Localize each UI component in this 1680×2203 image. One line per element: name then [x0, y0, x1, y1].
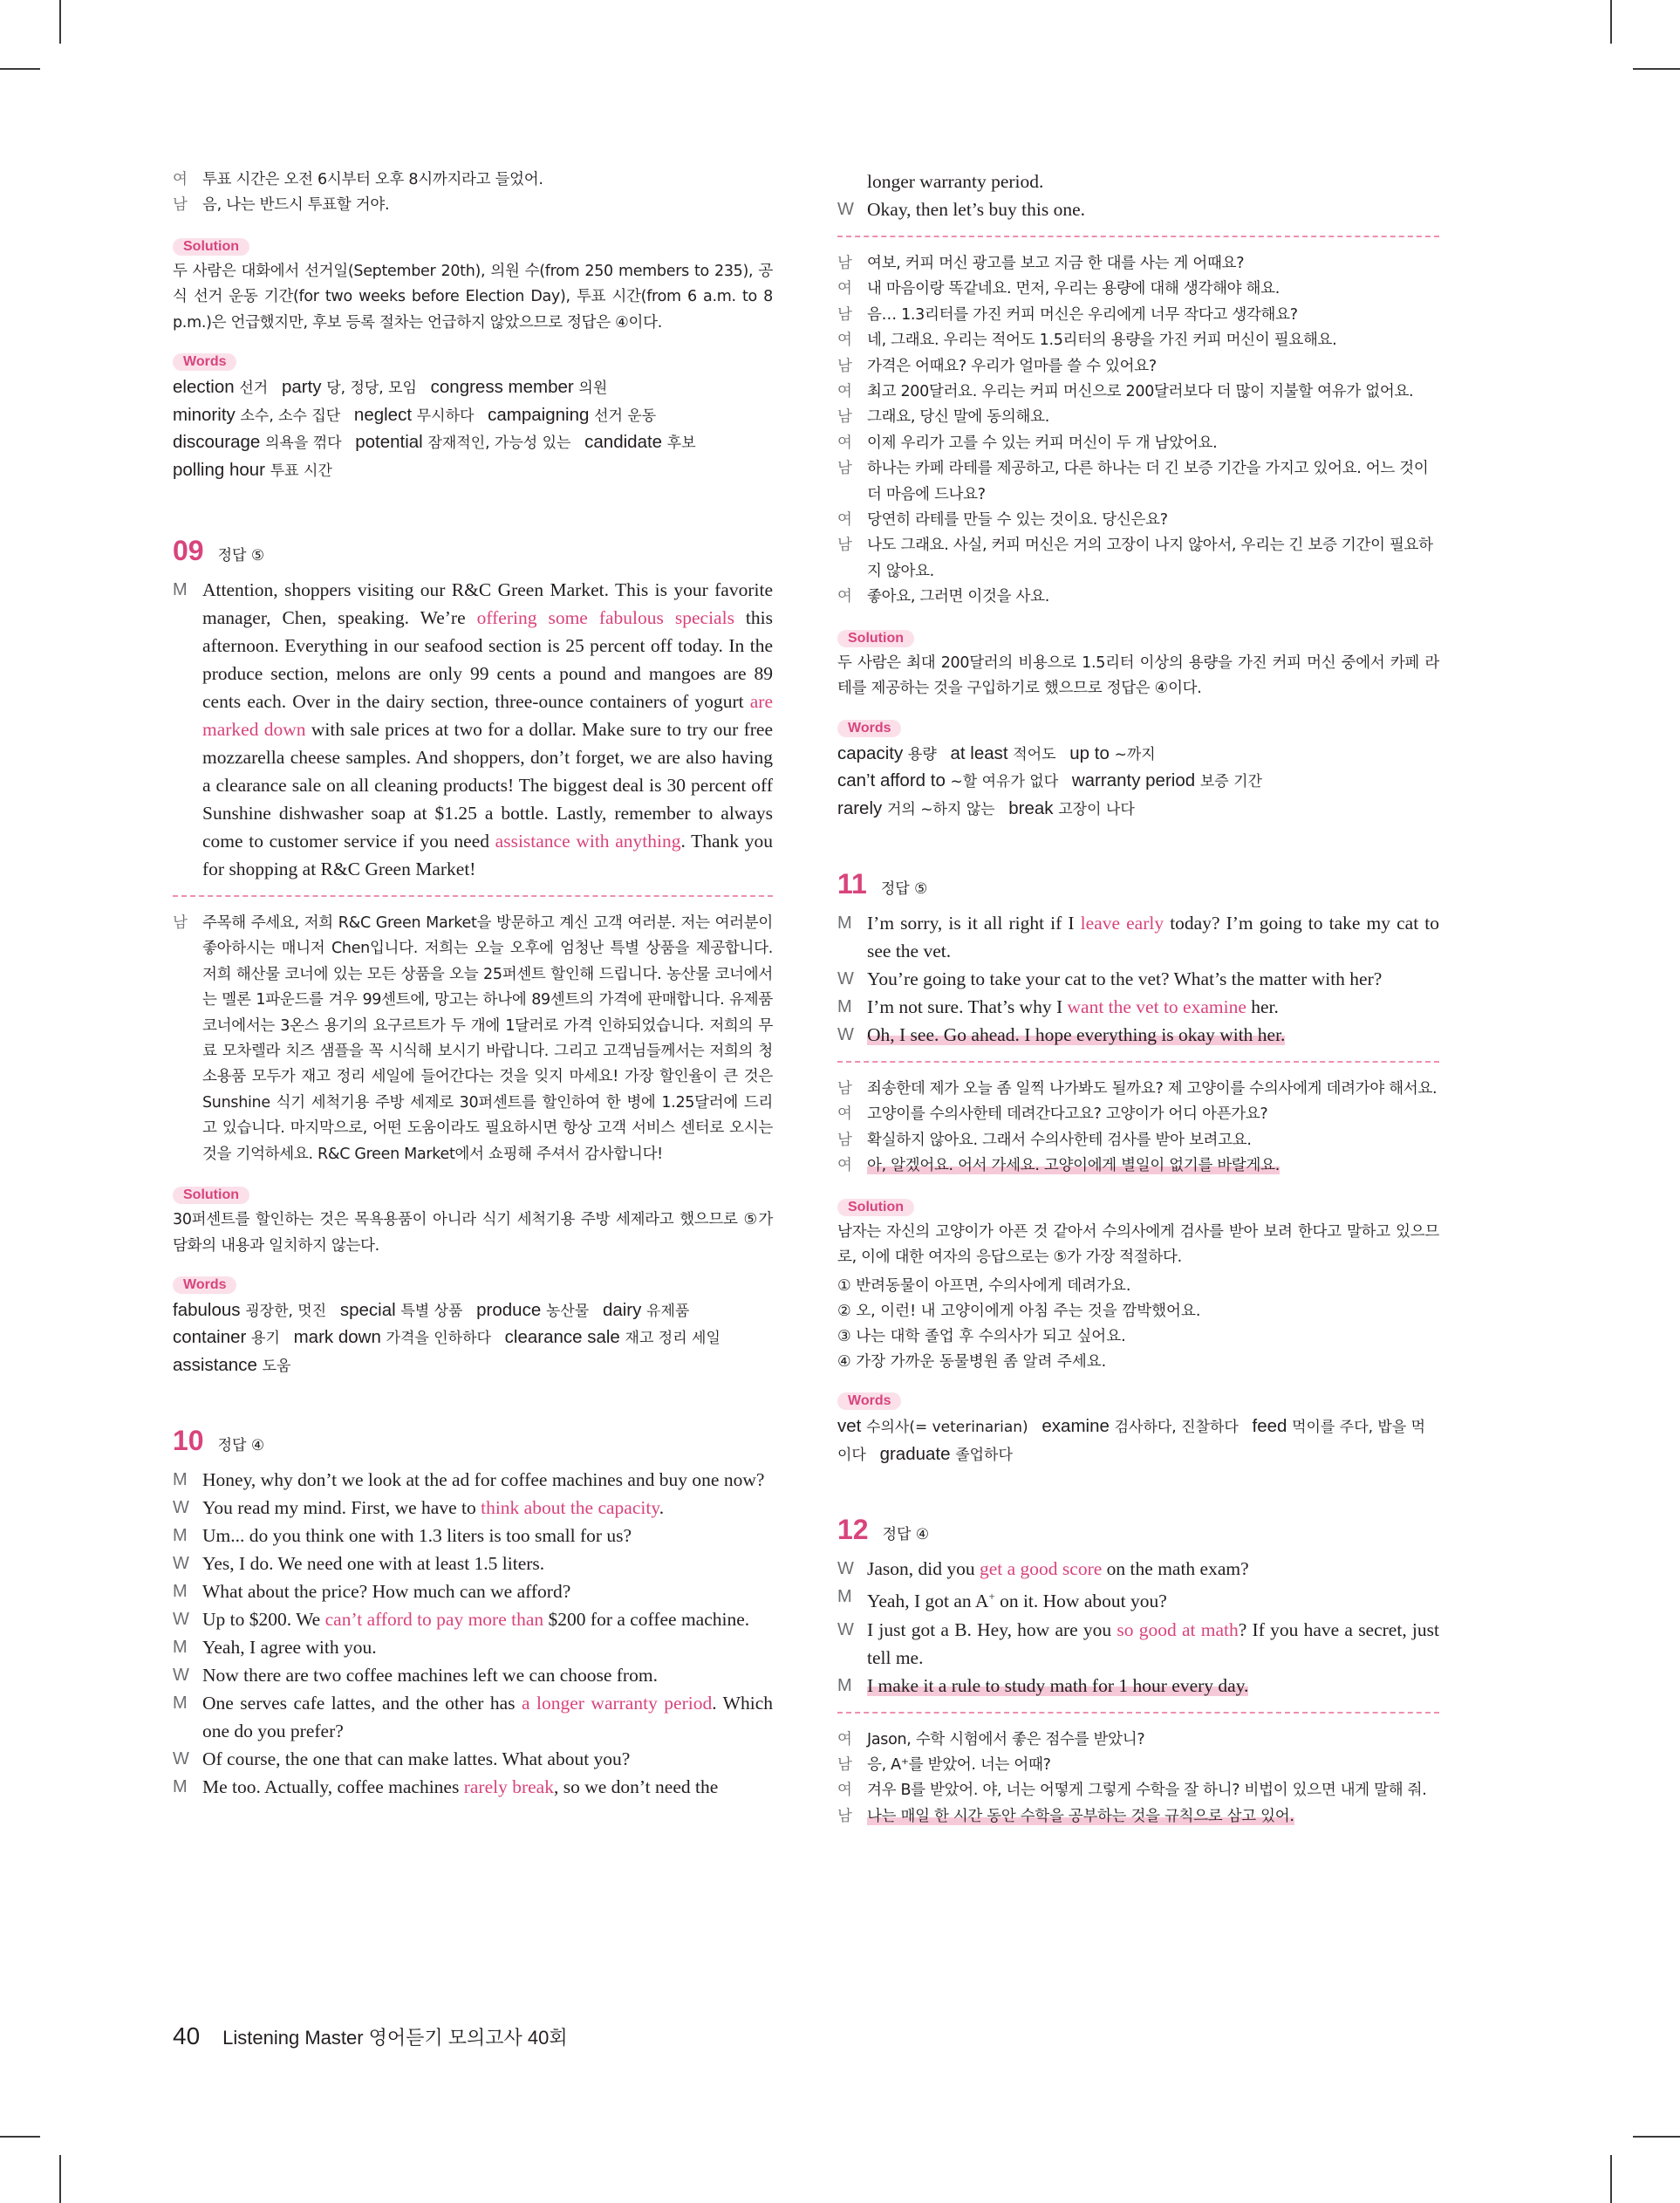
- divider: [837, 1061, 1439, 1063]
- script-line: [173, 1745, 773, 1773]
- speaker-label: W: [837, 200, 854, 219]
- script-text: Um... do you think one with 1.3 liters is too small for us?: [202, 1525, 632, 1547]
- line-text: 죄송한데 제가 오늘 좀 일찍 나가봐도 될까요? 제 고양이를 수의사에게 데려가야 해서요.: [867, 1080, 1438, 1098]
- speaker-label: 남: [837, 1807, 852, 1825]
- script-text: .: [659, 1497, 665, 1519]
- word-term: container: [173, 1327, 247, 1348]
- script-highlight: think about the capacity: [481, 1497, 659, 1519]
- script-text: I make it a rule to study math for 1 hour every day.: [867, 1674, 1249, 1696]
- script-text: Yes, I do. We need one with at least 1.5 liters.: [202, 1553, 545, 1575]
- speaker-label: 여: [837, 1157, 852, 1175]
- translation-line: [837, 354, 1439, 380]
- left-column: [173, 168, 773, 1801]
- translation-line: [837, 328, 1439, 353]
- speaker-label: 남: [837, 357, 852, 375]
- word-term: fabulous: [173, 1299, 241, 1320]
- speaker-label: 남: [837, 1756, 852, 1774]
- crop-mark: [59, 0, 61, 44]
- script-line: [837, 168, 1439, 195]
- speaker-label: W: [173, 1610, 189, 1630]
- option-item: ① 반려동물이 아프면, 수의사에게 데려가요.: [837, 1277, 1131, 1296]
- word-meaning: 용량: [907, 745, 937, 763]
- line-text: 내 마음이랑 똑같네요. 먼저, 우리는 용량에 대해 생각해야 해요.: [867, 280, 1280, 298]
- speaker-label: 남: [173, 196, 188, 215]
- word-meaning: 도움: [262, 1357, 291, 1375]
- speaker-label: 남: [837, 1131, 852, 1149]
- script-highlight: offering some fabulous specials: [476, 607, 734, 629]
- word-meaning: 무시하다: [416, 407, 475, 425]
- word-term: at least: [950, 742, 1008, 763]
- word-meaning: 거의 ~하지 않는: [886, 800, 995, 818]
- word-meaning: 고장이 나다: [1058, 800, 1135, 818]
- q12-script: [837, 1555, 1439, 1699]
- script-text: You’re going to take your cat to the vet? What’s the matter with her?: [867, 968, 1383, 989]
- word-term: can’t afford to: [837, 770, 946, 790]
- word-term: discourage: [173, 432, 261, 453]
- speaker-label: 남: [837, 460, 852, 478]
- right-column: [837, 168, 1439, 1830]
- answer-label: 정답 ⑤: [880, 880, 928, 898]
- script-highlight: leave early: [1080, 913, 1164, 934]
- word-term: rarely: [837, 797, 883, 818]
- script-line: [173, 1661, 773, 1689]
- q09-script: [173, 576, 773, 883]
- script-text: One serves cafe lattes, and the other has: [202, 1693, 522, 1714]
- question-header: [837, 868, 1439, 900]
- speaker-label: M: [837, 997, 852, 1016]
- translation-line: [837, 456, 1439, 508]
- solution-tag: Solution: [173, 238, 249, 256]
- words-tag: Words: [173, 1276, 236, 1294]
- script-line: [837, 195, 1439, 223]
- word-meaning: 용기: [251, 1330, 280, 1348]
- speaker-label: M: [837, 1587, 852, 1607]
- solution-tag: Solution: [837, 1199, 914, 1216]
- script-line: [837, 909, 1439, 965]
- word-term: polling hour: [173, 459, 265, 480]
- word-meaning: 유제품: [646, 1302, 690, 1320]
- divider: [837, 236, 1439, 237]
- script-highlight: a longer warranty period: [522, 1693, 713, 1714]
- script-text: Up to $200. We: [202, 1609, 325, 1631]
- script-line: [837, 1583, 1439, 1615]
- crop-mark: [0, 2136, 40, 2138]
- line-text: 네, 그래요. 우리는 적어도 1.5리터의 용량을 가진 커피 머신이 필요해요.: [867, 332, 1337, 350]
- line-text: 나도 그래요. 사실, 커피 머신은 거의 고장이 나지 않아서, 우리는 긴 보증 기간이 필요하지 않아요.: [867, 537, 1433, 580]
- script-text: Of course, the one that can make lattes. What about you?: [202, 1748, 631, 1770]
- script-line: [173, 1466, 773, 1494]
- word-term: potential: [355, 432, 423, 453]
- script-highlight: rarely break: [463, 1776, 554, 1798]
- translation-line: [173, 911, 773, 1167]
- word-meaning: 적어도: [1013, 745, 1056, 763]
- translation-line: [837, 251, 1439, 277]
- line-text: 가격은 어때요? 우리가 얼마를 쓸 수 있어요?: [867, 357, 1157, 375]
- translation-line: [837, 1804, 1439, 1830]
- question-header: [837, 1514, 1439, 1546]
- speaker-label: M: [837, 913, 852, 933]
- line-text: 응, A⁺를 받았어. 너는 어때?: [867, 1756, 1051, 1774]
- script-highlight: can’t afford to pay more than: [324, 1609, 544, 1631]
- word-term: congress member: [430, 377, 574, 398]
- word-term: mark down: [293, 1327, 381, 1348]
- speaker-label: M: [173, 1470, 188, 1490]
- word-meaning: 졸업하다: [955, 1446, 1013, 1464]
- script-line: [173, 1689, 773, 1745]
- line-text: 음… 1.3리터를 가진 커피 머신은 우리에게 너무 작다고 생각해요?: [867, 305, 1298, 324]
- script-line: [837, 1616, 1439, 1672]
- translation-line: [837, 533, 1439, 585]
- script-text: on the math exam?: [1102, 1558, 1249, 1580]
- script-text: Yeah, I agree with you.: [202, 1637, 377, 1659]
- word-term: candidate: [584, 432, 663, 453]
- crop-mark: [59, 2155, 61, 2203]
- option-item: ② 오, 이런! 내 고양이에게 아침 주는 것을 깜박했어요.: [837, 1303, 1201, 1321]
- translation-line: [837, 1153, 1439, 1179]
- translation-line: [837, 1077, 1439, 1102]
- speaker-label: 남: [837, 408, 852, 427]
- script-text: I’m sorry, is it all right if I: [867, 913, 1081, 934]
- word-meaning: 선거: [239, 380, 269, 398]
- word-meaning: 농산물: [545, 1302, 590, 1320]
- line-text: 겨우 B를 받았어. 야, 너는 어떻게 그렇게 수학을 잘 하니? 비법이 있으면 내게 말해 줘.: [867, 1782, 1427, 1800]
- script-text: Okay, then let’s buy this one.: [867, 199, 1086, 220]
- q08-words: [173, 374, 773, 484]
- script-highlight: want the vet to examine: [1067, 996, 1246, 1017]
- script-line: [837, 1555, 1439, 1583]
- script-line: [173, 1522, 773, 1550]
- word-term: produce: [476, 1299, 542, 1320]
- speaker-label: 여: [837, 383, 852, 401]
- script-text: Now there are two coffee machines left we can choose from.: [202, 1665, 658, 1686]
- speaker-label: 남: [837, 537, 852, 555]
- line-text: 투표 시간은 오전 6시부터 오후 8시까지라고 들었어.: [202, 171, 543, 188]
- speaker-label: 여: [837, 1730, 852, 1748]
- q09-translation: [173, 911, 773, 1167]
- line-text: 아, 알겠어요. 어서 가세요. 고양이에게 별일이 없기를 바랄게요.: [867, 1157, 1280, 1175]
- option-item: ④ 가장 가까운 동물병원 좀 알려 주세요.: [837, 1353, 1107, 1372]
- q11-translation: [837, 1077, 1439, 1180]
- question-number: 12: [837, 1514, 869, 1546]
- page-number: 40: [173, 2022, 201, 2049]
- translation-line: [837, 1728, 1439, 1753]
- divider: [837, 1712, 1439, 1714]
- words-tag: Words: [837, 720, 901, 737]
- word-meaning: 가격을 인하하다: [386, 1330, 491, 1348]
- speaker-label: 여: [837, 1782, 852, 1800]
- q08-solution-text: 두 사람은 대화에서 선거일(September 20th), 의원 수(from 250 members to 235), 공식 선거 운동 기간(for two weeks before Election Day), 투표 시간(from 6 a.m. to 8 p.m.)은 언급했지만, 후보 등록 절차는 언급하지 않았으므로 정답은 ④이다.: [173, 262, 773, 332]
- q10-script-continued: [837, 168, 1439, 223]
- speaker-label: 남: [837, 1080, 852, 1098]
- translation-line: [837, 1753, 1439, 1778]
- line-text: 주목해 주세요, 저희 R&C Green Market을 방문하고 계신 고객 여러분. 저는 여러분이 좋아하시는 매니저 Chen입니다. 저희는 오늘 오후에 엄청난 특별 상품을 제공합니다. 저희 해산물 코너에 있는 모든 상품을 오늘 25퍼센트 할인해 드립니다. 농산물 코너에서는 멜론 1파운드를 겨우 99센트에, 망고는 하나에 89센트의 가격에 판매합니다. 유제품 코너에서는 3온스 용기의 요구르트가 두 개에 1달러로 가격 인하되었습니다. 저희의 무료 모차렐라 치즈 샘플을 꼭 시식해 보시기 바랍니다. 그리고 고객님들께서는 저희의 청소용품 모두가 재고 정리 세일에 들어간다는 것을 잊지 마세요! 가장 할인율이 큰 것은 Sunshine 식기 세척기용 주방 세제로 30퍼센트를 할인하여 한 병에 1.25달러에 드리고 있습니다. 마지막으로, 어떤 도움이라도 필요하시면 항상 고객 서비스 센터로 오시는 것을 기억하세요. R&C Green Market에서 쇼핑해 주셔서 감사합니다!: [202, 914, 773, 1163]
- translation-line: [837, 1778, 1439, 1803]
- script-text: I’m not sure. That’s why I: [867, 996, 1068, 1017]
- script-highlight: are marked down: [202, 691, 773, 741]
- script-highlight: so good at math: [1117, 1618, 1239, 1640]
- speaker-label: W: [173, 1554, 189, 1574]
- script-text: $200 for a coffee machine.: [543, 1609, 750, 1631]
- translation-line: [837, 1128, 1439, 1153]
- speaker-label: W: [173, 1498, 189, 1518]
- q11-script: [837, 909, 1439, 1049]
- question-number: 09: [173, 535, 204, 567]
- translation-line: [837, 380, 1439, 405]
- line-text: Jason, 수학 시험에서 좋은 점수를 받았니?: [867, 1730, 1145, 1748]
- word-term: special: [339, 1299, 396, 1320]
- line-text: 최고 200달러요. 우리는 커피 머신으로 200달러보다 더 많이 지불할 여유가 없어요.: [867, 383, 1414, 401]
- speaker-label: 여: [837, 280, 852, 298]
- speaker-label: M: [173, 580, 188, 600]
- script-line: [173, 1494, 773, 1522]
- q11-words: [837, 1413, 1439, 1468]
- speaker-label: 여: [837, 434, 852, 452]
- word-term: dairy: [602, 1299, 642, 1320]
- word-meaning: 굉장한, 멋진: [245, 1302, 327, 1320]
- question-number: 10: [173, 1425, 204, 1457]
- word-term: break: [1008, 797, 1054, 818]
- word-meaning: 의원: [578, 380, 608, 398]
- divider: [173, 895, 773, 897]
- speaker-label: 여: [837, 588, 852, 606]
- q11-solution-text: 남자는 자신의 고양이가 아픈 것 같아서 수의사에게 검사를 받아 보려 한다고 말하고 있으므로, 이에 대한 여자의 응답으로는 ⑤가 가장 적절하다.: [837, 1222, 1439, 1267]
- words-tag: Words: [173, 353, 236, 371]
- answer-label: 정답 ④: [882, 1526, 930, 1544]
- words-tag: Words: [837, 1392, 901, 1410]
- script-text: . Thank you for shopping at R&C Green Market!: [202, 831, 773, 880]
- line-text: 고양이를 수의사한테 데려간다고요? 고양이가 어디 아픈가요?: [867, 1105, 1268, 1124]
- word-meaning: 의욕을 꺾다: [265, 434, 342, 453]
- speaker-label: 남: [837, 305, 852, 324]
- speaker-label: M: [173, 1777, 188, 1797]
- script-text: Yeah, I got an A: [867, 1591, 989, 1612]
- line-text: 좋아요, 그러면 이것을 사요.: [867, 588, 1049, 606]
- line-text: 이제 우리가 고를 수 있는 커피 머신이 두 개 남았어요.: [867, 434, 1218, 452]
- script-line: [173, 576, 773, 883]
- word-meaning: ~할 여유가 없다: [950, 773, 1059, 790]
- word-term: capacity: [837, 742, 904, 763]
- question-number: 11: [837, 868, 867, 900]
- word-meaning: 소수, 소수 집단: [240, 407, 341, 425]
- line-text: 그래요, 당신 말에 동의해요.: [867, 408, 1049, 427]
- word-meaning: 수의사(= veterinarian): [866, 1419, 1028, 1437]
- line-text: 음, 나는 반드시 투표할 거야.: [202, 196, 390, 215]
- word-meaning: 먹이를 주다, 밥을 먹이다: [837, 1419, 1426, 1464]
- word-term: neglect: [353, 404, 413, 425]
- crop-mark: [1610, 0, 1612, 44]
- translation-line: [837, 303, 1439, 328]
- script-line: [173, 1550, 773, 1577]
- word-term: assistance: [173, 1354, 257, 1375]
- line-text: 여보, 커피 머신 광고를 보고 지금 한 대를 사는 게 어때요?: [867, 255, 1245, 272]
- word-meaning: 재고 정리 세일: [625, 1330, 720, 1348]
- script-line: [837, 993, 1439, 1021]
- page-footer: [173, 2022, 568, 2050]
- q08-translation-tail: [173, 168, 773, 219]
- solution-tag: Solution: [173, 1187, 249, 1204]
- script-text: Oh, I see. Go ahead. I hope everything is okay with her.: [867, 1024, 1286, 1045]
- answer-label: 정답 ④: [217, 1437, 265, 1455]
- translation-line: [837, 585, 1439, 610]
- word-meaning: 후보: [666, 434, 696, 453]
- crop-mark: [1633, 68, 1680, 70]
- word-term: warranty period: [1071, 770, 1196, 790]
- speaker-label: M: [173, 1638, 188, 1658]
- speaker-label: W: [837, 1619, 854, 1639]
- option-item: ③ 나는 대학 졸업 후 수의사가 되고 싶어요.: [837, 1328, 1126, 1346]
- speaker-label: W: [173, 1749, 189, 1769]
- script-highlight: get a good score: [980, 1558, 1103, 1580]
- word-term: examine: [1041, 1416, 1110, 1437]
- speaker-label: 남: [173, 914, 188, 933]
- word-term: up to: [1069, 742, 1110, 763]
- script-highlight: assistance with anything: [495, 831, 681, 852]
- script-text: What about the price? How much can we afford?: [202, 1581, 571, 1603]
- script-line: [173, 1773, 773, 1801]
- line-text: 확실하지 않아요. 그래서 수의사한테 검사를 받아 보려고요.: [867, 1131, 1252, 1149]
- word-meaning: 특별 상품: [400, 1302, 463, 1320]
- word-term: vet: [837, 1416, 862, 1437]
- crop-mark: [0, 68, 40, 70]
- q09-solution-text: 30퍼센트를 할인하는 것은 목욕용품이 아니라 식기 세척기용 주방 세제라고 했으므로 ⑤가 담화의 내용과 일치하지 않는다.: [173, 1211, 773, 1255]
- speaker-label: 여: [173, 171, 188, 188]
- word-term: clearance sale: [504, 1327, 620, 1348]
- script-text: her.: [1246, 996, 1279, 1017]
- line-text: 나는 매일 한 시간 동안 수학을 공부하는 것을 규칙으로 삼고 있어.: [867, 1807, 1294, 1825]
- q10-words: [837, 741, 1439, 824]
- speaker-label: W: [837, 1025, 854, 1044]
- solution-tag: Solution: [837, 630, 914, 647]
- script-text: this afternoon. Everything in our seafood section is 25 percent off today. In the produce section, melons are only 99 cents a pound and mangoes are 89 cents each. Over in the dairy section, three-ounce containers of yogurt: [202, 607, 773, 713]
- translation-line: [837, 277, 1439, 302]
- translation-line: [837, 508, 1439, 533]
- q11-options: [837, 1274, 1439, 1375]
- word-meaning: 검사하다, 진찰하다: [1114, 1419, 1239, 1437]
- line-text: 당연히 라테를 만들 수 있는 것이요. 당신은요?: [867, 511, 1168, 530]
- word-term: election: [173, 377, 235, 398]
- translation-line: [173, 168, 773, 193]
- script-text: ? If you have a secret, just tell me.: [867, 1618, 1439, 1668]
- script-text: Jason, did you: [867, 1558, 980, 1580]
- script-text: I just got a B. Hey, how are you: [867, 1618, 1117, 1640]
- translation-line: [837, 431, 1439, 456]
- q10-solution-text: 두 사람은 최대 200달러의 비용으로 1.5리터 이상의 용량을 가진 커피 머신 중에서 카페 라테를 제공하는 것을 구입하기로 했으므로 정답은 ④이다.: [837, 653, 1439, 698]
- word-meaning: 당, 정당, 모임: [326, 380, 417, 398]
- script-line: [173, 1633, 773, 1661]
- q10-translation: [837, 251, 1439, 611]
- translation-line: [173, 193, 773, 218]
- script-text: +: [988, 1590, 995, 1604]
- script-text: longer warranty period.: [867, 171, 1044, 192]
- q10-script: [173, 1466, 773, 1801]
- speaker-label: W: [837, 969, 854, 989]
- translation-line: [837, 1102, 1439, 1127]
- speaker-label: W: [837, 1559, 854, 1579]
- script-text: with sale prices at two for a dollar. Make sure to try our free mozzarella cheese samples. And shoppers, don’t forget, we are also having a clearance sale on all cleaning products! The biggest deal is 30 percent off Sunshine dishwasher soap at $1.25 a bottle. Lastly, remember to always come to customer service if you need: [202, 719, 773, 852]
- script-line: [837, 965, 1439, 993]
- script-text: , so we don’t need the: [553, 1776, 719, 1798]
- script-text: You read my mind. First, we have to: [202, 1497, 481, 1519]
- crop-mark: [1610, 2155, 1612, 2203]
- line-text: 하나는 카페 라테를 제공하고, 다른 하나는 더 긴 보증 기간을 가지고 있어요. 어느 것이 더 마음에 드나요?: [867, 460, 1429, 503]
- speaker-label: M: [837, 1675, 852, 1695]
- speaker-label: M: [173, 1582, 188, 1602]
- word-meaning: 잠재적인, 가능성 있는: [427, 434, 571, 453]
- question-header: [173, 535, 773, 567]
- translation-line: [837, 405, 1439, 430]
- answer-label: 정답 ⑤: [217, 547, 265, 565]
- script-text: on it. How about you?: [994, 1591, 1167, 1612]
- speaker-label: M: [173, 1526, 188, 1546]
- word-term: minority: [173, 404, 236, 425]
- speaker-label: 여: [837, 332, 852, 350]
- word-meaning: 선거 운동: [594, 407, 657, 425]
- word-term: campaigning: [488, 404, 590, 425]
- q12-translation: [837, 1728, 1439, 1830]
- script-line: [173, 1577, 773, 1605]
- word-term: graduate: [879, 1443, 951, 1464]
- speaker-label: 여: [837, 1105, 852, 1124]
- speaker-label: 남: [837, 255, 852, 272]
- script-text: Honey, why don’t we look at the ad for coffee machines and buy one now?: [202, 1469, 765, 1491]
- speaker-label: W: [173, 1666, 189, 1686]
- script-line: [173, 1605, 773, 1633]
- script-text: Attention, shoppers visiting our R&C Green Market. This is your favorite manager, Chen, speaking. We’re: [202, 579, 773, 629]
- script-text: today? I’m going to take my cat to see the vet.: [867, 913, 1439, 961]
- script-line: [837, 1672, 1439, 1700]
- word-term: feed: [1252, 1416, 1287, 1437]
- script-text: . Which one do you prefer?: [202, 1693, 773, 1742]
- word-term: party: [281, 377, 322, 398]
- word-meaning: 투표 시간: [270, 462, 332, 480]
- script-text: Me too. Actually, coffee machines: [202, 1776, 464, 1798]
- crop-mark: [1633, 2136, 1680, 2138]
- speaker-label: M: [173, 1693, 188, 1714]
- script-line: [837, 1021, 1439, 1049]
- book-title: Listening Master 영어듣기 모의고사 40회: [222, 2027, 568, 2049]
- word-meaning: 보증 기간: [1199, 773, 1262, 790]
- q09-words: [173, 1297, 773, 1380]
- speaker-label: 여: [837, 511, 852, 530]
- question-header: [173, 1425, 773, 1457]
- word-meaning: ~까지: [1114, 745, 1156, 763]
